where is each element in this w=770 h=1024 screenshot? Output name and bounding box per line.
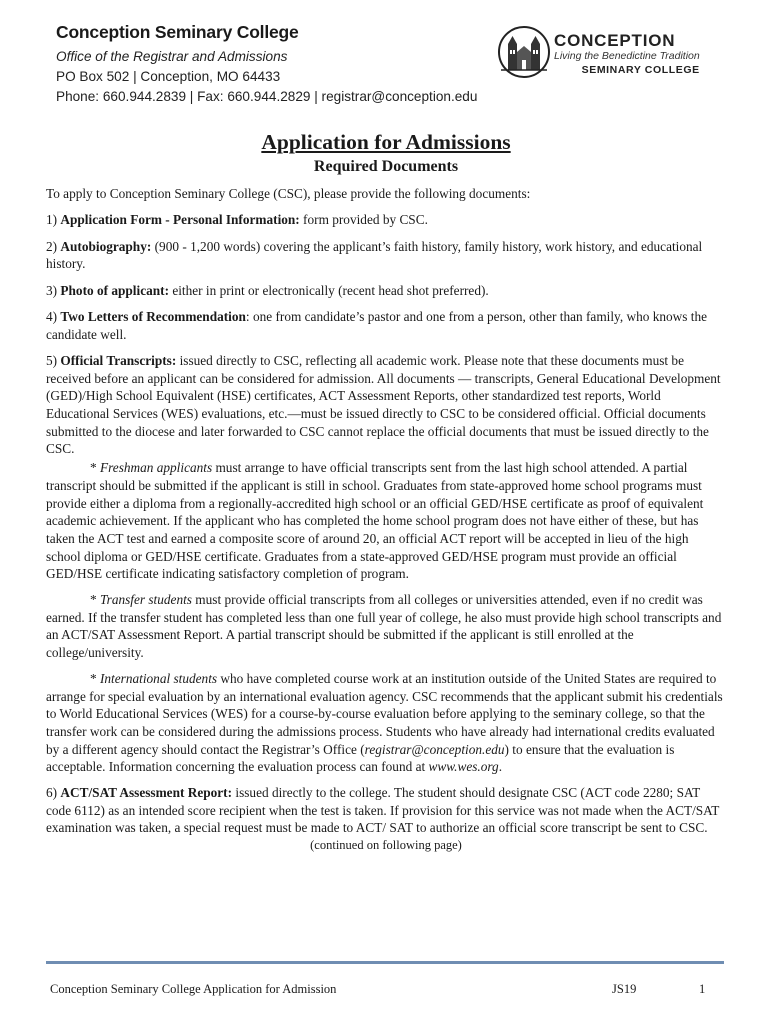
continued-note: (continued on following page) <box>310 838 462 853</box>
footer-title: Conception Seminary College Application for Admission <box>50 982 337 996</box>
abbey-building-icon <box>498 22 550 80</box>
item-official-transcripts: 5) Official Transcripts: issued directly to CSC, reflecting all academic work. Please note that these documents must be received before an applicant can be considered for admission. All documents — transcripts, General Educational Development (GED)/High School Equivalent (HSE) certificates, ACT Assessment Reports, other standardized test reports, World Educational Services (WES) evaluations, etc.—must be issued directly to CSC to be considered official. Official documents submitted to the diocese and later forwarded to CSC cannot replace the official documents that must be issued directly to the CSC. <box>46 352 721 457</box>
logo-title: CONCEPTION <box>554 31 676 50</box>
document-body <box>46 129 726 855</box>
item-recommendation-letters: 4) Two Letters of Recommendation: one from candidate’s pastor and one from a person, other than family, who knows the candidate well. <box>46 308 708 342</box>
item-application-form: 1) Application Form - Personal Information: form provided by CSC. <box>46 212 428 228</box>
address: PO Box 502 | Conception, MO 64433 <box>56 69 281 84</box>
footer-divider <box>46 961 724 964</box>
item-autobiography: 2) Autobiography: (900 - 1,200 words) covering the applicant’s faith history, family history, work history, and educational history. <box>46 238 703 272</box>
office-name: Office of the Registrar and Admissions <box>56 49 288 64</box>
registrar-email-link[interactable]: registrar@conception.edu <box>364 741 505 757</box>
letterhead <box>56 16 477 107</box>
transfer-paragraph: * Transfer students must provide official transcripts from all colleges or universities attended, even if no credit was earned. If the transfer student has completed less than one full year of college, he also must provide high school transcripts and an ACT/SAT Assessment Report. A partial transcript should be submitted if the applicant is still enrolled at the college/university. <box>46 592 722 661</box>
contact-info: Phone: 660.944.2839 | Fax: 660.944.2829 | registrar@conception.edu <box>56 89 478 104</box>
intro-paragraph: To apply to Conception Seminary College (CSC), please provide the following documents: <box>46 186 531 201</box>
freshman-paragraph: * Freshman applicants must arrange to have official transcripts sent from the last high school attended. A partial transcript should be submitted if the applicant is still in school. Graduates from state-approved home school programs must provide either a diploma from a regionally-accredited high school or an official GED/HSE certificate as proof of equivalent academic achievement. If the applicant who has completed the home school program does not have either of these, but has taken the ACT test and earned a composite score of around 20, an official ACT report will be accepted in lieu of the high school diploma or GED/HSE certificate. Graduates from a state-approved GED/HSE program must provide an official GED/HSE certificate indicating satisfactory completion of program. <box>46 460 704 582</box>
org-name: Conception Seminary College <box>56 22 299 42</box>
item-photo: 3) Photo of applicant: either in print or electronically (recent head shot preferred). <box>46 282 489 298</box>
conception-logo <box>498 22 718 82</box>
international-paragraph: * International students who have completed course work at an institution outside of the United States are required to arrange for special evaluation by an international evaluation agency. CSC recommends that the applicant submit his credentials to World Educational Services (WES) for a course-by-course evaluation before applying to the seminary college, so that the transfer work can be considered during the admissions process. Students who have already had international credits evaluated by a different agency should contact the Registrar’s Office (registrar@conception.edu) to ensure that the evaluation is acceptable. Information concerning the evaluation process can found at www.wes.org. <box>46 670 723 775</box>
footer-code: JS19 <box>612 982 637 996</box>
logo-subtitle: SEMINARY COLLEGE <box>581 64 700 76</box>
logo-tagline: Living the Benedictine Tradition <box>554 50 700 62</box>
page-subtitle: Required Documents <box>313 158 459 175</box>
page-number: 1 <box>699 982 706 996</box>
page-title: Application for Admissions <box>261 130 511 154</box>
item-act-sat-report: 6) ACT/SAT Assessment Report: issued directly to the college. The student should designate CSC (ACT code 2280; SAT code 6112) as an intended score recipient when the test is taken. If provision for this service was not made when the ACT/SAT examination was taken, a special request must be made to ACT/ SAT to authorize an official score transcript be sent to CSC. <box>46 785 720 836</box>
wes-link[interactable]: www.wes.org <box>428 759 499 775</box>
